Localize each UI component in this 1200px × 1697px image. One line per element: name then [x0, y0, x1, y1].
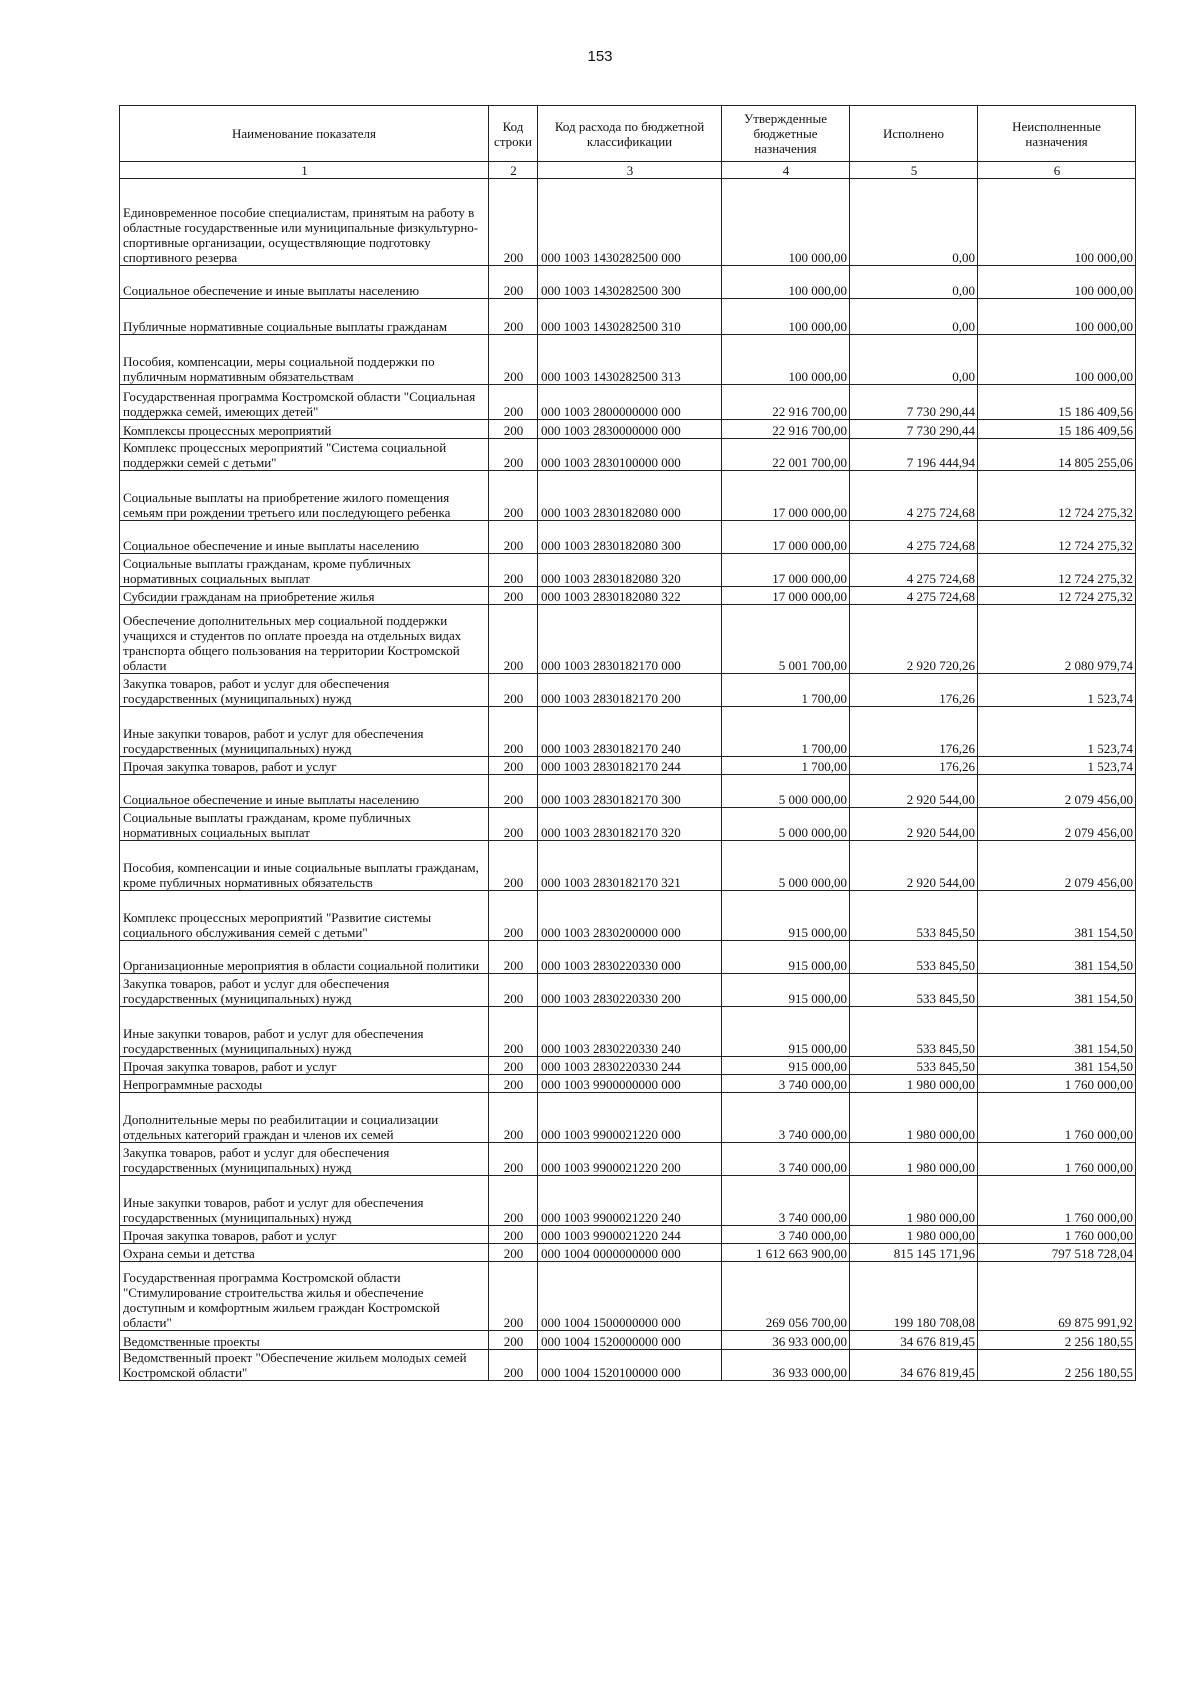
row-budget-code: 000 1003 2830000000 000	[538, 420, 722, 439]
row-approved: 5 000 000,00	[722, 841, 850, 891]
row-line-code: 200	[489, 266, 538, 299]
row-unexecuted: 2 256 180,55	[978, 1350, 1136, 1381]
row-approved: 1 700,00	[722, 674, 850, 707]
row-executed: 0,00	[850, 299, 978, 335]
header-executed: Исполнено	[850, 106, 978, 162]
row-line-code: 200	[489, 1262, 538, 1331]
row-unexecuted: 1 760 000,00	[978, 1176, 1136, 1226]
table-row	[120, 605, 1136, 674]
row-budget-code: 000 1003 2830182170 244	[538, 757, 722, 775]
row-budget-code: 000 1003 1430282500 310	[538, 299, 722, 335]
table-row	[120, 841, 1136, 891]
row-executed: 0,00	[850, 179, 978, 266]
row-budget-code: 000 1003 2830182170 200	[538, 674, 722, 707]
row-line-code: 200	[489, 1244, 538, 1262]
row-line-code: 200	[489, 554, 538, 587]
row-budget-code: 000 1003 2830220330 244	[538, 1057, 722, 1075]
row-executed: 176,26	[850, 757, 978, 775]
row-unexecuted: 15 186 409,56	[978, 420, 1136, 439]
table-row	[120, 757, 1136, 775]
row-line-code: 200	[489, 521, 538, 554]
table-row	[120, 471, 1136, 521]
row-name: Ведомственные проекты	[120, 1331, 489, 1350]
row-approved: 22 001 700,00	[722, 439, 850, 471]
row-line-code: 200	[489, 1350, 538, 1381]
row-name: Комплексы процессных мероприятий	[120, 420, 489, 439]
column-number: 1	[120, 162, 489, 179]
table-row	[120, 554, 1136, 587]
row-line-code: 200	[489, 841, 538, 891]
row-budget-code: 000 1003 2830182080 000	[538, 471, 722, 521]
table-row	[120, 1244, 1136, 1262]
row-budget-code: 000 1003 9900000000 000	[538, 1075, 722, 1093]
row-line-code: 200	[489, 1331, 538, 1350]
row-budget-code: 000 1003 2830182080 300	[538, 521, 722, 554]
row-budget-code: 000 1003 9900021220 000	[538, 1093, 722, 1143]
row-executed: 1 980 000,00	[850, 1075, 978, 1093]
row-executed: 533 845,50	[850, 1057, 978, 1075]
row-name: Социальное обеспечение и иные выплаты населению	[120, 521, 489, 554]
row-budget-code: 000 1003 9900021220 240	[538, 1176, 722, 1226]
row-approved: 36 933 000,00	[722, 1350, 850, 1381]
table-row	[120, 299, 1136, 335]
table-row	[120, 974, 1136, 1007]
row-budget-code: 000 1003 2830200000 000	[538, 891, 722, 941]
row-unexecuted: 1 760 000,00	[978, 1226, 1136, 1244]
column-number: 6	[978, 162, 1136, 179]
row-unexecuted: 1 760 000,00	[978, 1143, 1136, 1176]
row-name: Закупка товаров, работ и услуг для обеспечения государственных (муниципальных) нужд	[120, 674, 489, 707]
table-row	[120, 674, 1136, 707]
table-row	[120, 775, 1136, 808]
row-line-code: 200	[489, 1226, 538, 1244]
row-line-code: 200	[489, 335, 538, 385]
table-row	[120, 1350, 1136, 1381]
row-executed: 1 980 000,00	[850, 1176, 978, 1226]
table-row	[120, 707, 1136, 757]
row-executed: 1 980 000,00	[850, 1093, 978, 1143]
row-approved: 5 000 000,00	[722, 808, 850, 841]
header-approved: Утвержденные бюджетные назначения	[722, 106, 850, 162]
row-budget-code: 000 1003 2830182080 320	[538, 554, 722, 587]
row-name: Комплекс процессных мероприятий "Развитие системы социального обслуживания семей с детьми"	[120, 891, 489, 941]
row-unexecuted: 100 000,00	[978, 335, 1136, 385]
row-name: Социальные выплаты гражданам, кроме публичных нормативных социальных выплат	[120, 554, 489, 587]
row-budget-code: 000 1003 1430282500 000	[538, 179, 722, 266]
row-executed: 34 676 819,45	[850, 1331, 978, 1350]
row-approved: 100 000,00	[722, 179, 850, 266]
row-executed: 34 676 819,45	[850, 1350, 978, 1381]
row-name: Прочая закупка товаров, работ и услуг	[120, 1057, 489, 1075]
row-name: Социальные выплаты на приобретение жилого помещения семьям при рождении третьего или последующего ребенка	[120, 471, 489, 521]
row-executed: 2 920 544,00	[850, 775, 978, 808]
row-approved: 1 700,00	[722, 707, 850, 757]
row-approved: 3 740 000,00	[722, 1226, 850, 1244]
row-line-code: 200	[489, 974, 538, 1007]
row-name: Социальные выплаты гражданам, кроме публичных нормативных социальных выплат	[120, 808, 489, 841]
table-row	[120, 1075, 1136, 1093]
row-approved: 5 000 000,00	[722, 775, 850, 808]
row-name: Пособия, компенсации и иные социальные выплаты гражданам, кроме публичных нормативных обязательств	[120, 841, 489, 891]
row-line-code: 200	[489, 471, 538, 521]
row-name: Обеспечение дополнительных мер социальной поддержки учащихся и студентов по оплате проезда на отдельных видах транспорта общего пользования на территории Костромской области	[120, 605, 489, 674]
row-unexecuted: 1 523,74	[978, 757, 1136, 775]
row-unexecuted: 2 079 456,00	[978, 808, 1136, 841]
table-row	[120, 1057, 1136, 1075]
table-row	[120, 385, 1136, 420]
row-executed: 199 180 708,08	[850, 1262, 978, 1331]
row-unexecuted: 797 518 728,04	[978, 1244, 1136, 1262]
row-name: Пособия, компенсации, меры социальной поддержки по публичным нормативным обязательствам	[120, 335, 489, 385]
row-approved: 100 000,00	[722, 299, 850, 335]
page-number: 153	[587, 48, 613, 65]
row-executed: 1 980 000,00	[850, 1226, 978, 1244]
row-line-code: 200	[489, 439, 538, 471]
row-name: Единовременное пособие специалистам, принятым на работу в областные государственные или муниципальные физкультурно-спортивные организации, осуществляющие подготовку спортивного резерва	[120, 179, 489, 266]
row-executed: 1 980 000,00	[850, 1143, 978, 1176]
row-approved: 3 740 000,00	[722, 1143, 850, 1176]
row-line-code: 200	[489, 385, 538, 420]
row-line-code: 200	[489, 674, 538, 707]
table-row	[120, 1143, 1136, 1176]
row-approved: 915 000,00	[722, 891, 850, 941]
row-name: Социальное обеспечение и иные выплаты населению	[120, 775, 489, 808]
row-line-code: 200	[489, 420, 538, 439]
row-name: Иные закупки товаров, работ и услуг для обеспечения государственных (муниципальных) нужд	[120, 707, 489, 757]
row-line-code: 200	[489, 891, 538, 941]
row-line-code: 200	[489, 757, 538, 775]
row-budget-code: 000 1003 9900021220 200	[538, 1143, 722, 1176]
row-executed: 4 275 724,68	[850, 521, 978, 554]
row-unexecuted: 12 724 275,32	[978, 554, 1136, 587]
row-line-code: 200	[489, 299, 538, 335]
row-name: Ведомственный проект "Обеспечение жильем молодых семей Костромской области"	[120, 1350, 489, 1381]
column-number: 5	[850, 162, 978, 179]
row-approved: 17 000 000,00	[722, 471, 850, 521]
row-line-code: 200	[489, 1057, 538, 1075]
row-name: Государственная программа Костромской области "Стимулирование строительства жилья и обеспечение доступным и комфортным жильем граждан Костромской области"	[120, 1262, 489, 1331]
row-budget-code: 000 1003 1430282500 313	[538, 335, 722, 385]
table-row	[120, 335, 1136, 385]
row-name: Организационные мероприятия в области социальной политики	[120, 941, 489, 974]
row-approved: 915 000,00	[722, 974, 850, 1007]
header-budget-code: Код расхода по бюджетной классификации	[538, 106, 722, 162]
row-line-code: 200	[489, 1007, 538, 1057]
row-budget-code: 000 1003 2830220330 200	[538, 974, 722, 1007]
row-name: Прочая закупка товаров, работ и услуг	[120, 1226, 489, 1244]
row-budget-code: 000 1003 2830182080 322	[538, 587, 722, 605]
row-approved: 17 000 000,00	[722, 587, 850, 605]
row-budget-code: 000 1003 9900021220 244	[538, 1226, 722, 1244]
row-unexecuted: 381 154,50	[978, 1007, 1136, 1057]
row-line-code: 200	[489, 1075, 538, 1093]
row-approved: 100 000,00	[722, 335, 850, 385]
row-name: Публичные нормативные социальные выплаты гражданам	[120, 299, 489, 335]
row-approved: 22 916 700,00	[722, 420, 850, 439]
row-unexecuted: 12 724 275,32	[978, 587, 1136, 605]
table-row	[120, 266, 1136, 299]
row-unexecuted: 12 724 275,32	[978, 471, 1136, 521]
table-row	[120, 1262, 1136, 1331]
row-name: Непрограммные расходы	[120, 1075, 489, 1093]
column-number-row	[120, 162, 1136, 179]
row-name: Закупка товаров, работ и услуг для обеспечения государственных (муниципальных) нужд	[120, 1143, 489, 1176]
table-row	[120, 521, 1136, 554]
row-line-code: 200	[489, 1143, 538, 1176]
row-budget-code: 000 1003 2830182170 240	[538, 707, 722, 757]
row-unexecuted: 100 000,00	[978, 266, 1136, 299]
row-unexecuted: 1 760 000,00	[978, 1075, 1136, 1093]
row-unexecuted: 1 760 000,00	[978, 1093, 1136, 1143]
header-unexecuted: Неисполненные назначения	[978, 106, 1136, 162]
row-line-code: 200	[489, 587, 538, 605]
row-unexecuted: 100 000,00	[978, 179, 1136, 266]
row-name: Дополнительные меры по реабилитации и социализации отдельных категорий граждан и членов их семей	[120, 1093, 489, 1143]
row-approved: 915 000,00	[722, 1057, 850, 1075]
row-executed: 0,00	[850, 266, 978, 299]
row-executed: 7 730 290,44	[850, 385, 978, 420]
row-approved: 3 740 000,00	[722, 1176, 850, 1226]
row-budget-code: 000 1003 1430282500 300	[538, 266, 722, 299]
row-executed: 815 145 171,96	[850, 1244, 978, 1262]
row-name: Социальное обеспечение и иные выплаты населению	[120, 266, 489, 299]
row-executed: 533 845,50	[850, 891, 978, 941]
row-name: Субсидии гражданам на приобретение жилья	[120, 587, 489, 605]
row-budget-code: 000 1003 2830182170 000	[538, 605, 722, 674]
row-name: Прочая закупка товаров, работ и услуг	[120, 757, 489, 775]
table-row	[120, 1331, 1136, 1350]
row-approved: 269 056 700,00	[722, 1262, 850, 1331]
row-executed: 533 845,50	[850, 974, 978, 1007]
table-row	[120, 1226, 1136, 1244]
table-row	[120, 1176, 1136, 1226]
table-row	[120, 1007, 1136, 1057]
row-unexecuted: 2 079 456,00	[978, 841, 1136, 891]
row-approved: 3 740 000,00	[722, 1093, 850, 1143]
row-approved: 1 700,00	[722, 757, 850, 775]
table-row	[120, 179, 1136, 266]
row-budget-code: 000 1003 2830182170 300	[538, 775, 722, 808]
row-unexecuted: 15 186 409,56	[978, 385, 1136, 420]
table-header-row	[120, 106, 1136, 162]
row-line-code: 200	[489, 775, 538, 808]
row-approved: 36 933 000,00	[722, 1331, 850, 1350]
row-line-code: 200	[489, 707, 538, 757]
row-executed: 4 275 724,68	[850, 471, 978, 521]
row-unexecuted: 1 523,74	[978, 707, 1136, 757]
table-row	[120, 1093, 1136, 1143]
row-budget-code: 000 1003 2800000000 000	[538, 385, 722, 420]
row-unexecuted: 100 000,00	[978, 299, 1136, 335]
row-line-code: 200	[489, 941, 538, 974]
row-approved: 915 000,00	[722, 941, 850, 974]
row-executed: 4 275 724,68	[850, 587, 978, 605]
row-unexecuted: 2 080 979,74	[978, 605, 1136, 674]
header-indicator-name: Наименование показателя	[120, 106, 489, 162]
row-executed: 533 845,50	[850, 941, 978, 974]
row-name: Закупка товаров, работ и услуг для обеспечения государственных (муниципальных) нужд	[120, 974, 489, 1007]
table-row	[120, 891, 1136, 941]
row-executed: 2 920 544,00	[850, 841, 978, 891]
row-approved: 1 612 663 900,00	[722, 1244, 850, 1262]
row-unexecuted: 12 724 275,32	[978, 521, 1136, 554]
row-budget-code: 000 1004 1500000000 000	[538, 1262, 722, 1331]
header-line-code: Код строки	[489, 106, 538, 162]
row-executed: 0,00	[850, 335, 978, 385]
row-unexecuted: 1 523,74	[978, 674, 1136, 707]
row-executed: 176,26	[850, 707, 978, 757]
row-line-code: 200	[489, 605, 538, 674]
row-executed: 7 196 444,94	[850, 439, 978, 471]
table-row	[120, 420, 1136, 439]
row-unexecuted: 69 875 991,92	[978, 1262, 1136, 1331]
row-approved: 5 001 700,00	[722, 605, 850, 674]
row-unexecuted: 381 154,50	[978, 974, 1136, 1007]
row-line-code: 200	[489, 1093, 538, 1143]
row-budget-code: 000 1004 1520000000 000	[538, 1331, 722, 1350]
row-name: Охрана семьи и детства	[120, 1244, 489, 1262]
row-approved: 3 740 000,00	[722, 1075, 850, 1093]
row-unexecuted: 2 256 180,55	[978, 1331, 1136, 1350]
row-executed: 4 275 724,68	[850, 554, 978, 587]
row-budget-code: 000 1003 2830182170 321	[538, 841, 722, 891]
table-row	[120, 439, 1136, 471]
column-number: 2	[489, 162, 538, 179]
row-unexecuted: 14 805 255,06	[978, 439, 1136, 471]
row-unexecuted: 2 079 456,00	[978, 775, 1136, 808]
row-approved: 22 916 700,00	[722, 385, 850, 420]
row-name: Иные закупки товаров, работ и услуг для обеспечения государственных (муниципальных) нужд	[120, 1176, 489, 1226]
row-unexecuted: 381 154,50	[978, 891, 1136, 941]
row-budget-code: 000 1003 2830182170 320	[538, 808, 722, 841]
column-number: 3	[538, 162, 722, 179]
row-executed: 2 920 720,26	[850, 605, 978, 674]
row-approved: 17 000 000,00	[722, 521, 850, 554]
row-name: Иные закупки товаров, работ и услуг для обеспечения государственных (муниципальных) нужд	[120, 1007, 489, 1057]
row-budget-code: 000 1003 2830220330 000	[538, 941, 722, 974]
column-number: 4	[722, 162, 850, 179]
row-budget-code: 000 1003 2830100000 000	[538, 439, 722, 471]
row-name: Комплекс процессных мероприятий "Система социальной поддержки семей с детьми"	[120, 439, 489, 471]
row-approved: 17 000 000,00	[722, 554, 850, 587]
row-executed: 2 920 544,00	[850, 808, 978, 841]
budget-execution-table	[119, 105, 1136, 1381]
row-line-code: 200	[489, 808, 538, 841]
row-executed: 533 845,50	[850, 1007, 978, 1057]
row-name: Государственная программа Костромской области "Социальная поддержка семей, имеющих детей"	[120, 385, 489, 420]
row-unexecuted: 381 154,50	[978, 1057, 1136, 1075]
row-executed: 176,26	[850, 674, 978, 707]
row-unexecuted: 381 154,50	[978, 941, 1136, 974]
row-line-code: 200	[489, 179, 538, 266]
row-budget-code: 000 1004 1520100000 000	[538, 1350, 722, 1381]
row-executed: 7 730 290,44	[850, 420, 978, 439]
row-budget-code: 000 1003 2830220330 240	[538, 1007, 722, 1057]
row-approved: 100 000,00	[722, 266, 850, 299]
table-row	[120, 808, 1136, 841]
row-approved: 915 000,00	[722, 1007, 850, 1057]
row-line-code: 200	[489, 1176, 538, 1226]
row-budget-code: 000 1004 0000000000 000	[538, 1244, 722, 1262]
table-row	[120, 587, 1136, 605]
table-row	[120, 941, 1136, 974]
